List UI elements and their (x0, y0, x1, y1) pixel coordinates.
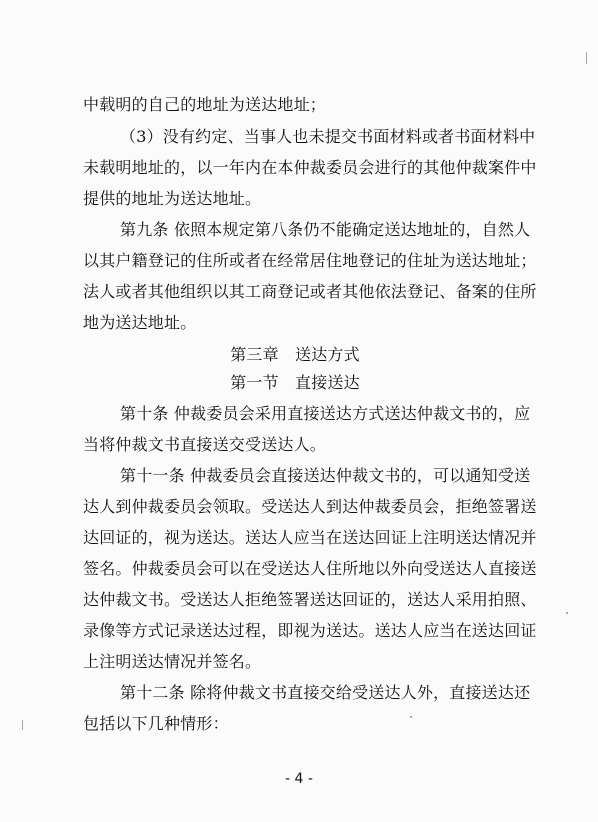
text-line: 中载明的自己的地址为送达地址； (83, 95, 327, 114)
scan-speck (566, 612, 568, 614)
page-number: - 4 - (285, 771, 313, 787)
chapter-heading: 第三章 送达方式 (230, 345, 360, 364)
text-line: 包括以下几种情形： (83, 714, 229, 733)
section-heading: 第一节 直接送达 (230, 373, 360, 392)
scan-mark (586, 52, 587, 64)
scan-speck (410, 716, 412, 718)
text-line: 签名。仲裁委员会可以在受送达人住所地以外向受送达人直接送 (83, 559, 537, 578)
text-line: 第九条 依照本规定第八条仍不能确定送达地址的，自然人 (120, 220, 531, 239)
scan-mark (22, 720, 23, 730)
text-line: 达仲裁文书。受送达人拒绝签署送达回证的，送达人采用拍照、 (83, 590, 537, 609)
text-line: 第十条 仲裁委员会采用直接送达方式送达仲裁文书的，应 (120, 404, 531, 423)
text-line: 地为送达地址。 (83, 313, 197, 332)
text-line: 当将仲裁文书直接送交受送达人。 (83, 435, 327, 454)
text-line: 达回证的，视为送达。送达人应当在送达回证上注明送达情况并 (83, 528, 537, 547)
text-line: 第十一条 仲裁委员会直接送达仲裁文书的，可以通知受送 (120, 466, 531, 485)
text-line: 第十二条 除将仲裁文书直接交给受送达人外，直接送达还 (120, 683, 531, 702)
text-line: 录像等方式记录送达过程，即视为送达。送达人应当在送达回证 (83, 621, 537, 640)
text-line: 上注明送达情况并签名。 (83, 652, 262, 671)
text-line: 未载明地址的，以一年内在本仲裁委员会进行的其他仲裁案件中 (83, 158, 537, 177)
text-line: 达人到仲裁委员会领取。受送达人到达仲裁委员会，拒绝签署送 (83, 497, 537, 516)
text-line: 以其户籍登记的住所或者在经常居住地登记的住址为送达地址； (83, 251, 537, 270)
text-line: 提供的地址为送达地址。 (83, 189, 262, 208)
text-line: （3）没有约定、当事人也未提交书面材料或者书面材料中 (120, 127, 536, 146)
text-line: 法人或者其他组织以其工商登记或者其他依法登记、备案的住所 (83, 282, 537, 301)
